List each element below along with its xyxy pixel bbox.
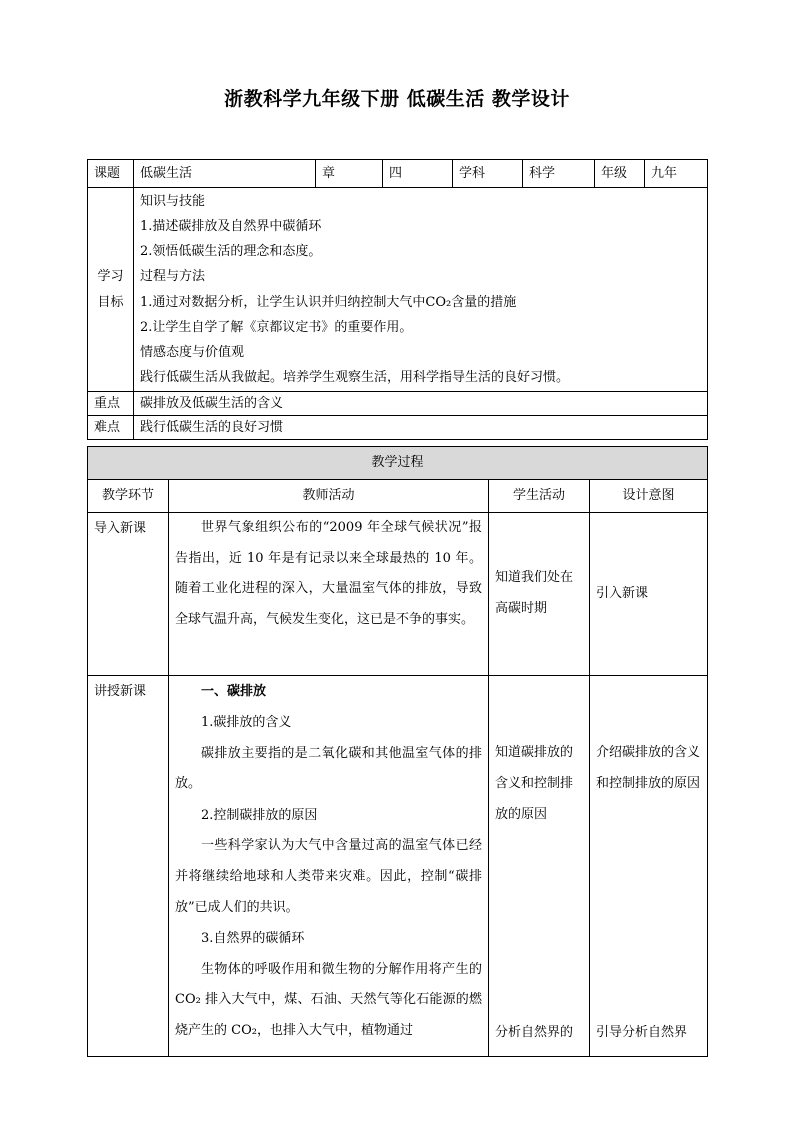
grade-label: 年级: [595, 160, 645, 188]
teach-row: [88, 676, 708, 1057]
teach-intent-cell: [590, 676, 708, 1057]
paragraph: 一些科学家认为大气中含量过高的温室气体已经并将继续给地球和人类带来灾难。因此，控制“碳排放”已成人们的共识。: [175, 838, 482, 915]
column-header-row: [88, 480, 708, 513]
goals-label-line: 目标: [97, 294, 124, 310]
column-header: 教学环节: [88, 480, 169, 513]
difficulty-value: 践行低碳生活的良好习惯: [134, 416, 708, 440]
subheading: 1.碳排放的含义: [201, 715, 292, 731]
lesson-info-table: [87, 159, 708, 440]
key-point-row: [88, 392, 708, 416]
chapter-label: 章: [316, 160, 383, 188]
grade-value: 九年: [645, 160, 708, 188]
goal-line: 过程与方法: [140, 269, 206, 285]
page-title: 浙教科学九年级下册 低碳生活 教学设计: [224, 88, 570, 110]
subheading: 3.自然界的碳循环: [201, 931, 305, 947]
subject-value: 科学: [523, 160, 595, 188]
teach-stage: 讲授新课: [88, 676, 169, 1057]
key-point-label: 重点: [88, 392, 134, 416]
goal-line: 2.领悟低碳生活的理念和态度。: [140, 244, 322, 260]
teach-teacher-cell: [169, 676, 489, 1057]
info-row: [88, 160, 708, 188]
column-header: 设计意图: [590, 480, 708, 513]
subheading: 2.控制碳排放的原因: [201, 808, 318, 823]
topic-label: 课题: [88, 160, 134, 188]
chapter-value: 四: [383, 160, 453, 188]
process-header-row: [88, 447, 708, 480]
goals-row: [88, 188, 708, 392]
teach-student-cell: [489, 676, 590, 1057]
intro-teacher-cell: [169, 513, 489, 676]
goals-label-line: 学习: [97, 268, 124, 284]
teach-intent-text: 介绍碳排放的含义和控制排放的原因: [596, 745, 701, 791]
goals-content: [134, 188, 708, 392]
goals-label: [88, 188, 134, 392]
intro-intent-cell: [590, 513, 708, 676]
goal-line: 1.描述碳排放及自然界中碳循环: [140, 218, 322, 234]
difficulty-row: [88, 416, 708, 440]
goal-line: 践行低碳生活从我做起。培养学生观察生活，用科学指导生活的良好习惯。: [140, 370, 570, 386]
process-header: 教学过程: [88, 447, 708, 480]
paragraph: 碳排放主要指的是二氧化碳和其他温室气体的排放。: [175, 745, 482, 792]
intro-stage: 导入新课: [88, 513, 169, 676]
paragraph: 生物体的呼吸作用和微生物的分解作用将产生的CO₂ 排入大气中，煤、石油、天然气等化石能源的燃烧产生的 CO₂，也排入大气中，植物通过: [175, 961, 482, 1038]
intro-student-text: 知道我们处在高碳时期: [495, 570, 574, 616]
teaching-process-table: [87, 446, 708, 1057]
teach-student-text: 知道碳排放的含义和控制排放的原因: [495, 745, 574, 822]
teach-student-text-2: 分析自然界的: [495, 1025, 574, 1040]
goal-line: 2.让学生自学了解《京都议定书》的重要作用。: [140, 319, 413, 335]
difficulty-label: 难点: [88, 416, 134, 440]
intro-intent-text: 引入新课: [596, 585, 649, 601]
intro-student-cell: [489, 513, 590, 676]
column-header: 学生活动: [489, 480, 590, 513]
topic-value: 低碳生活: [134, 160, 316, 188]
intro-teacher-text: 世界气象组织公布的“2009 年全球气候状况”报告指出，近 10 年是有记录以来全球最热的 10 年。随着工业化进程的深入，大量温室气体的排放，导致全球气温升高，气候发生变化，这已是不争的事实。: [175, 520, 482, 627]
column-header: 教师活动: [169, 480, 489, 513]
goal-line: 1.通过对数据分析，让学生认识并归纳控制大气中CO₂含量的措施: [140, 294, 517, 310]
intro-row: [88, 513, 708, 676]
teach-intent-text-2: 引导分析自然界: [596, 1025, 688, 1040]
section-heading: 一、碳排放: [201, 684, 267, 699]
key-point-value: 碳排放及低碳生活的含义: [134, 392, 708, 416]
goal-line: 知识与技能: [140, 193, 206, 209]
goal-line: 情感态度与价值观: [140, 344, 245, 360]
subject-label: 学科: [453, 160, 523, 188]
